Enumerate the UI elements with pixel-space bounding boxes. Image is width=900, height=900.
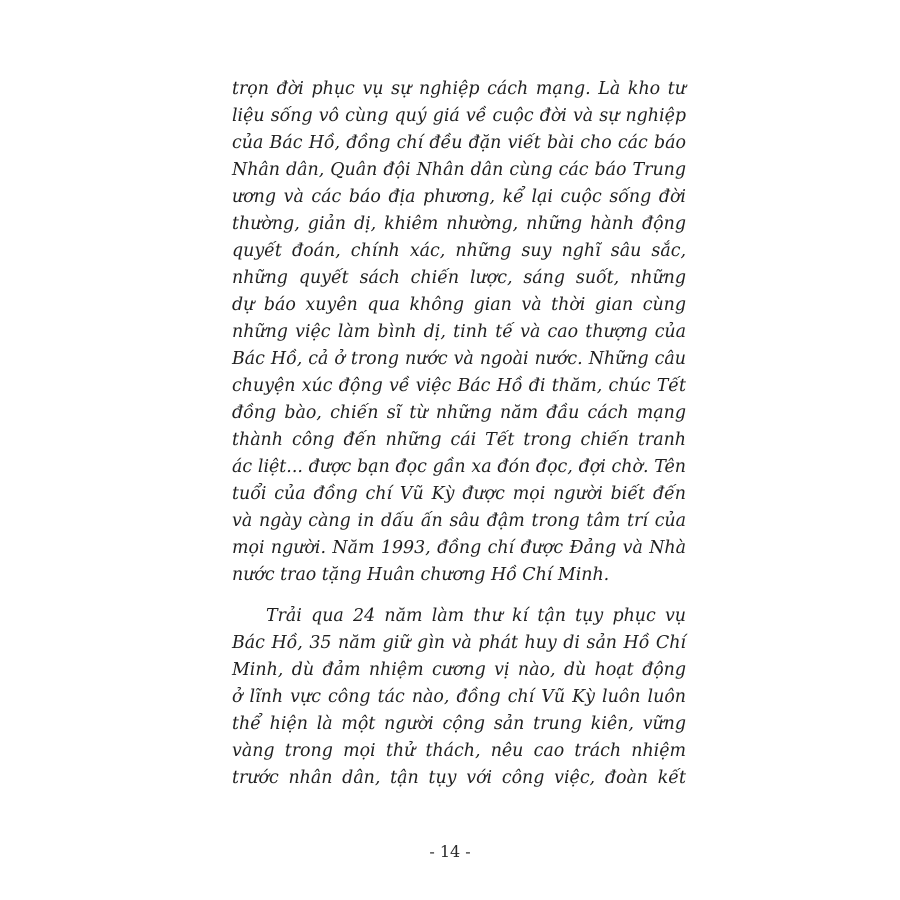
text-line: liệu sống vô cùng quý giá về cuộc đời và sự nghiệp	[232, 106, 686, 126]
text-line: chuyện xúc động về việc Bác Hồ đi thăm, chúc Tết	[232, 376, 686, 396]
page-number: - 14 -	[429, 842, 471, 861]
text-line: trước nhân dân, tận tụy với công việc, đoàn kết	[232, 768, 686, 788]
text-line: dự báo xuyên qua không gian và thời gian cùng	[232, 295, 686, 315]
text-line: thể hiện là một người cộng sản trung kiên, vững	[232, 714, 686, 734]
text-line: những việc làm bình dị, tinh tế và cao thượng của	[232, 322, 686, 342]
text-line: Bác Hồ, cả ở trong nước và ngoài nước. Những câu	[232, 349, 686, 369]
text-line: nước trao tặng Huân chương Hồ Chí Minh.	[232, 565, 610, 585]
text-line: thường, giản dị, khiêm nhường, những hành động	[232, 214, 686, 234]
text-line: Minh, dù đảm nhiệm cương vị nào, dù hoạt động	[232, 660, 686, 680]
text-line: vàng trong mọi thử thách, nêu cao trách nhiệm	[232, 741, 686, 761]
text-line: Bác Hồ, 35 năm giữ gìn và phát huy di sản Hồ Chí	[232, 633, 686, 653]
body-text	[232, 76, 686, 792]
text-line: Trải qua 24 năm làm thư kí tận tụy phục vụ	[266, 606, 686, 626]
text-line: tuổi của đồng chí Vũ Kỳ được mọi người biết đến	[232, 484, 686, 504]
text-line: ương và các báo địa phương, kể lại cuộc sống đời	[232, 187, 686, 207]
text-line: ác liệt... được bạn đọc gần xa đón đọc, đợi chờ. Tên	[232, 457, 686, 477]
text-line: mọi người. Năm 1993, đồng chí được Đảng và Nhà	[232, 538, 686, 558]
text-line: những quyết sách chiến lược, sáng suốt, những	[232, 268, 686, 288]
text-line: thành công đến những cái Tết trong chiến tranh	[232, 430, 686, 450]
text-line: quyết đoán, chính xác, những suy nghĩ sâu sắc,	[232, 241, 686, 261]
text-line: và ngày càng in dấu ấn sâu đậm trong tâm trí của	[232, 511, 686, 531]
text-line: trọn đời phục vụ sự nghiệp cách mạng. Là kho tư	[232, 79, 686, 99]
text-line: ở lĩnh vực công tác nào, đồng chí Vũ Kỳ luôn luôn	[232, 687, 686, 707]
text-line: Nhân dân, Quân đội Nhân dân cùng các báo Trung	[232, 160, 686, 180]
text-line: đồng bào, chiến sĩ từ những năm đầu cách mạng	[232, 403, 686, 423]
paragraph-gap	[232, 589, 686, 603]
text-line: của Bác Hồ, đồng chí đều đặn viết bài cho các báo	[232, 133, 686, 153]
